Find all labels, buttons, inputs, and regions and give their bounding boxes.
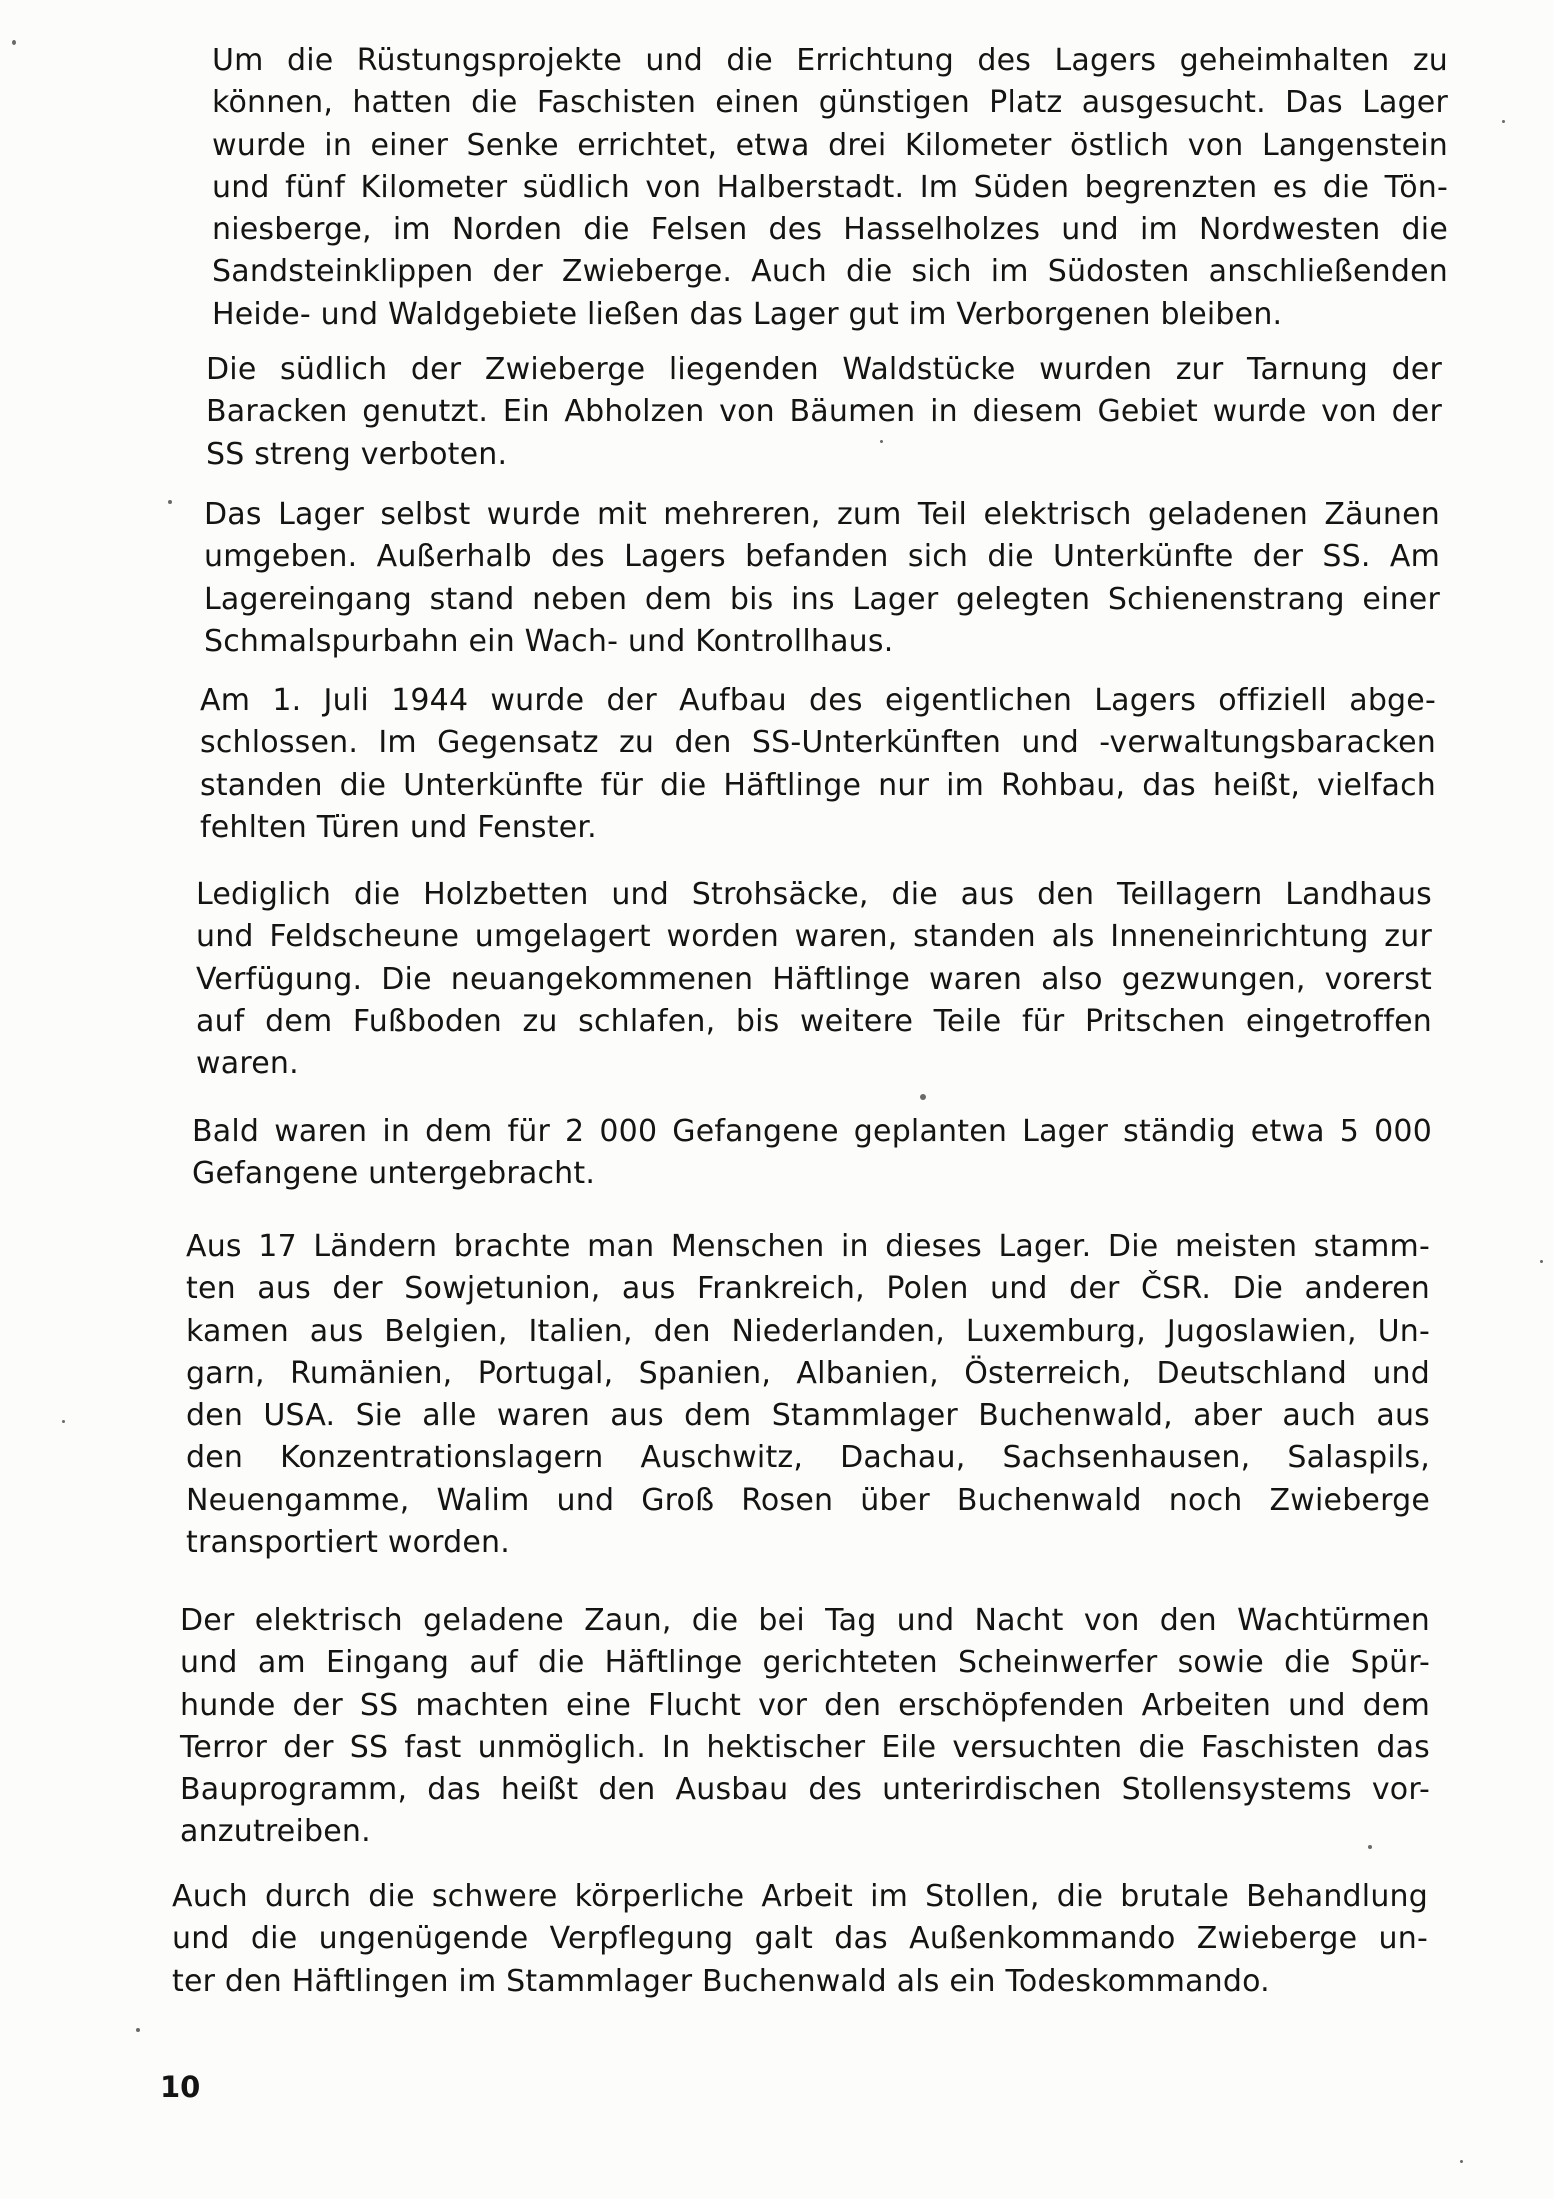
text-line: und die ungenügende Verpflegung galt das Außenkommando Zwieberge un-: [172, 1921, 1428, 1957]
text-line: umgeben. Außerhalb des Lagers befanden sich die Unterkünfte der SS. Am: [204, 539, 1440, 575]
paragraph-1: [212, 40, 1448, 336]
text-line: hunde der SS machten eine Flucht vor den erschöpfenden Arbeiten und dem: [180, 1687, 1430, 1723]
text-line: Neuengamme, Walim und Groß Rosen über Buchenwald noch Zwieberge: [186, 1482, 1430, 1518]
text-line: den Konzentrationslagern Auschwitz, Dachau, Sachsenhausen, Salaspils,: [186, 1440, 1430, 1476]
scan-speck: [136, 2028, 140, 2032]
scan-speck: [1540, 1260, 1543, 1263]
text-line: wurde in einer Senke errichtet, etwa drei Kilometer östlich von Langenstein: [212, 127, 1448, 163]
paragraph-7: [186, 1226, 1430, 1564]
scan-speck: [1368, 1845, 1372, 1849]
text-line: Lagereingang stand neben dem bis ins Lager gelegten Schienenstrang einer: [204, 581, 1440, 617]
text-line: können, hatten die Faschisten einen günstigen Platz ausgesucht. Das Lager: [212, 85, 1448, 121]
text-line: Verfügung. Die neuangekommenen Häftlinge waren also gezwungen, vorerst: [196, 961, 1432, 997]
paragraph-9: [172, 1876, 1428, 2003]
text-line: garn, Rumänien, Portugal, Spanien, Albanien, Österreich, Deutschland und: [186, 1355, 1430, 1391]
text-line: Am 1. Juli 1944 wurde der Aufbau des eigentlichen Lagers offiziell abge-: [200, 683, 1436, 718]
text-line: und Feldscheune umgelagert worden waren, standen als Inneneinrichtung zur: [196, 919, 1432, 955]
paragraph-8: [180, 1600, 1430, 1854]
scan-speck: [1502, 120, 1505, 123]
scan-speck: [1460, 2160, 1463, 2163]
text-line: Sandsteinklippen der Zwieberge. Auch die sich im Südosten anschließenden: [212, 254, 1448, 290]
scan-speck: [920, 1094, 926, 1100]
text-line: Schmalspurbahn ein Wach- und Kontrollhaus.: [204, 623, 894, 659]
page-number: 10: [160, 2070, 201, 2104]
text-line: Um die Rüstungsprojekte und die Errichtung des Lagers geheimhalten zu: [212, 43, 1448, 78]
text-line: ter den Häftlingen im Stammlager Buchenwald als ein Todeskommando.: [172, 1963, 1270, 1999]
text-line: waren.: [196, 1046, 299, 1082]
text-line: Die südlich der Zwieberge liegenden Waldstücke wurden zur Tarnung der: [206, 352, 1442, 387]
text-line: und fünf Kilometer südlich von Halberstadt. Im Süden begrenzten es die Tön-: [212, 169, 1448, 205]
text-line: SS streng verboten.: [206, 436, 508, 472]
text-line: Aus 17 Ländern brachte man Menschen in dieses Lager. Die meisten stamm-: [186, 1229, 1430, 1264]
text-line: Der elektrisch geladene Zaun, die bei Tag und Nacht von den Wachtürmen: [180, 1603, 1430, 1638]
text-line: Baracken genutzt. Ein Abholzen von Bäumen in diesem Gebiet wurde von der: [206, 394, 1442, 430]
text-line: fehlten Türen und Fenster.: [200, 809, 597, 845]
text-line: auf dem Fußboden zu schlafen, bis weitere Teile für Pritschen eingetroffen: [196, 1003, 1432, 1039]
text-line: Bald waren in dem für 2 000 Gefangene geplanten Lager ständig etwa 5 000: [192, 1114, 1432, 1149]
text-line: Bauprogramm, das heißt den Ausbau des unterirdischen Stollensystems vor-: [180, 1772, 1430, 1808]
scan-speck: [168, 500, 172, 504]
text-line: anzutreiben.: [180, 1814, 371, 1850]
paragraph-6: [192, 1111, 1432, 1196]
scan-speck: [62, 1420, 65, 1423]
text-line: Das Lager selbst wurde mit mehreren, zum Teil elektrisch geladenen Zäunen: [204, 497, 1440, 532]
paragraph-2: [206, 349, 1442, 476]
text-line: Terror der SS fast unmöglich. In hektischer Eile versuchten die Faschisten das: [180, 1729, 1430, 1765]
paragraph-3: [204, 494, 1440, 663]
text-line: Lediglich die Holzbetten und Strohsäcke, die aus den Teillagern Landhaus: [196, 877, 1432, 912]
scan-speck: [12, 40, 16, 45]
text-line: und am Eingang auf die Häftlinge gerichteten Scheinwerfer sowie die Spür-: [180, 1645, 1430, 1681]
text-line: Auch durch die schwere körperliche Arbeit im Stollen, die brutale Behandlung: [172, 1879, 1428, 1914]
scan-speck: [880, 440, 883, 443]
paragraph-4: [200, 680, 1436, 849]
text-line: transportiert worden.: [186, 1525, 510, 1561]
text-line: Heide- und Waldgebiete ließen das Lager gut im Verborgenen bleiben.: [212, 296, 1283, 332]
text-line: den USA. Sie alle waren aus dem Stammlager Buchenwald, aber auch aus: [186, 1398, 1430, 1434]
text-line: Gefangene untergebracht.: [192, 1156, 596, 1192]
text-line: ten aus der Sowjetunion, aus Frankreich, Polen und der ČSR. Die anderen: [186, 1271, 1430, 1307]
text-line: standen die Unterkünfte für die Häftlinge nur im Rohbau, das heißt, vielfach: [200, 767, 1436, 803]
text-line: schlossen. Im Gegensatz zu den SS-Unterkünften und -verwaltungsbaracken: [200, 725, 1436, 761]
text-line: niesberge, im Norden die Felsen des Hasselholzes und im Nordwesten die: [212, 212, 1448, 248]
text-line: kamen aus Belgien, Italien, den Niederlanden, Luxemburg, Jugoslawien, Un-: [186, 1313, 1430, 1349]
paragraph-5: [196, 874, 1432, 1085]
